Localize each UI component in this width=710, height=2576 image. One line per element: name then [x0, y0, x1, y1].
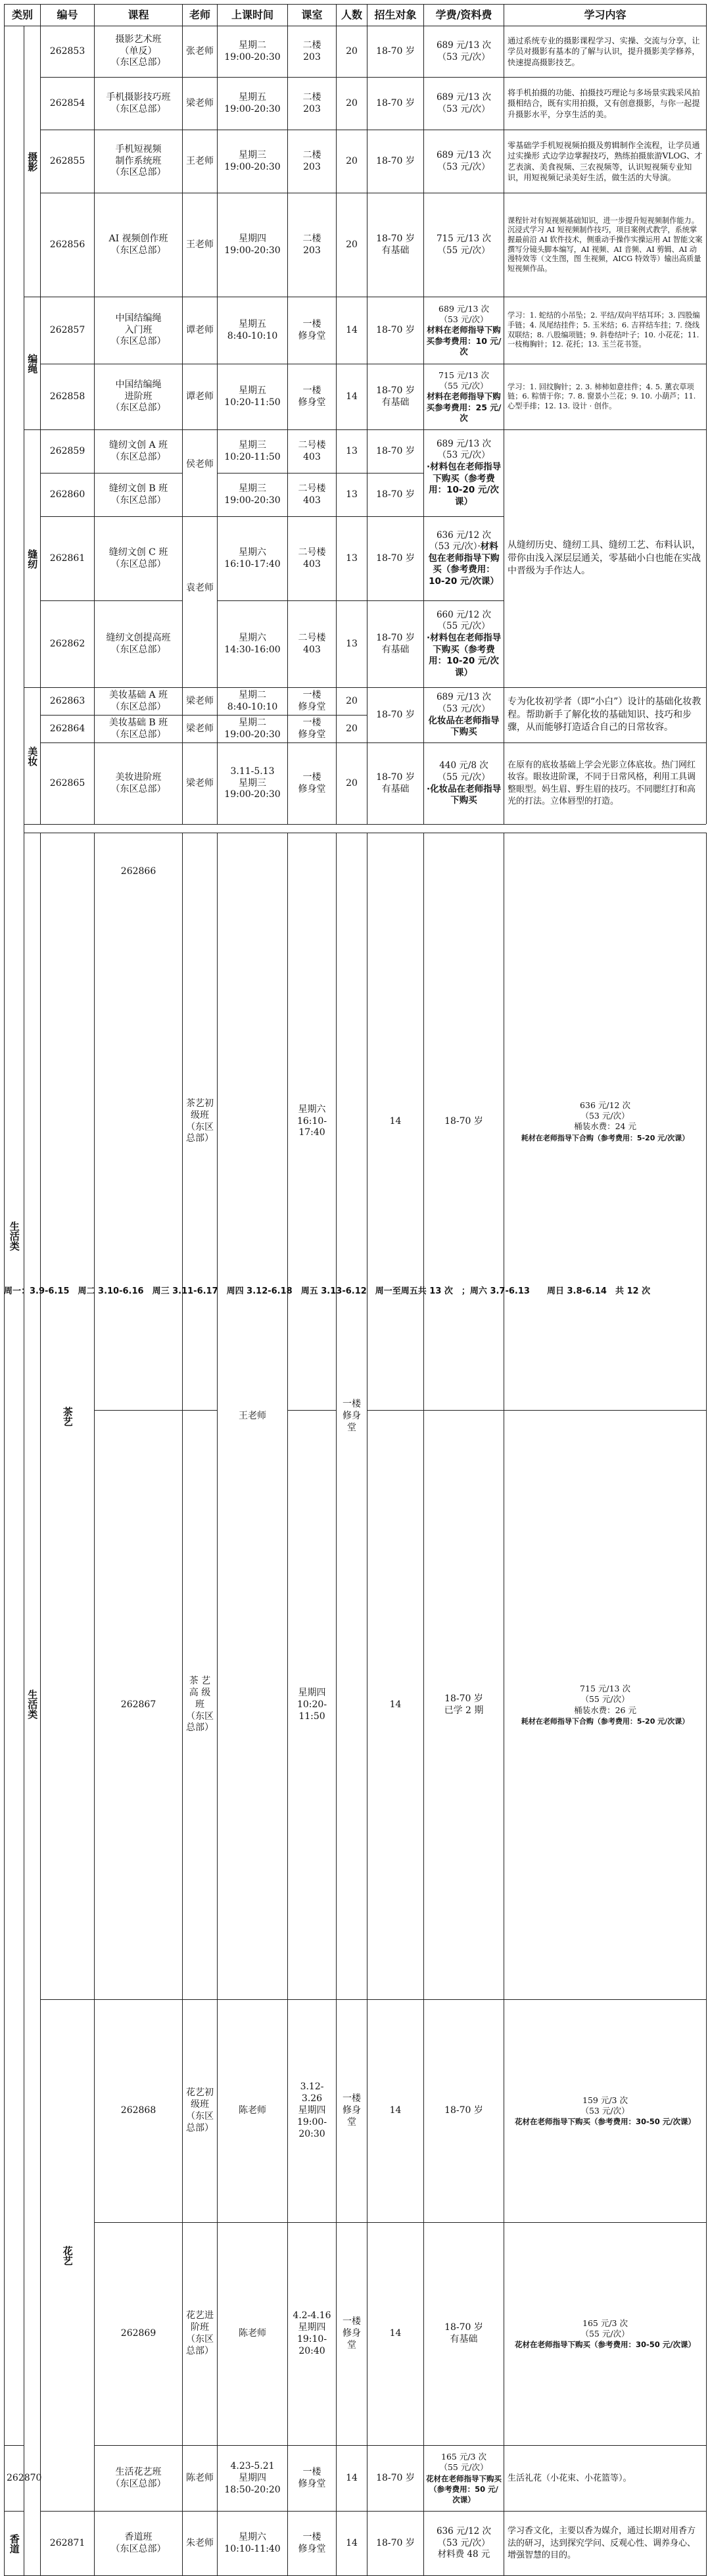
- classroom: 二楼 203: [288, 130, 337, 193]
- target: 18-70 岁: [367, 78, 424, 130]
- table-row: [5, 430, 707, 474]
- content: 生活礼花（小花束、小花篮等）。: [504, 2446, 707, 2512]
- subcategory-makeup: 美妆: [24, 688, 41, 825]
- classroom: 一楼 修身堂: [288, 2512, 337, 2576]
- class-time: 星期六 16:10-17:40: [218, 517, 288, 601]
- course-id: 262870: [5, 2446, 24, 2512]
- fee: 159 元/3 次 （53 元/次） 花材在老师指导下购买（参考费用：30-50 元/次课）: [504, 2000, 707, 2223]
- capacity: 14: [367, 2223, 424, 2446]
- capacity: 13: [337, 430, 367, 474]
- teacher: 陈老师: [218, 2000, 288, 2223]
- table-row: [5, 78, 707, 130]
- course-name: 花艺初级班 （东区总部）: [183, 2000, 218, 2223]
- capacity: 14: [337, 2446, 367, 2512]
- header-room: 课室: [288, 5, 337, 26]
- course-name: 美妆基础 A 班 （东区总部）: [95, 688, 183, 716]
- class-time: 星期四 19:00-20:30: [218, 193, 288, 297]
- course-name: 中国结编绳 进阶班 （东区总部）: [95, 364, 183, 430]
- course-id: 262868: [95, 2000, 183, 2223]
- course-id: 262862: [41, 601, 95, 688]
- target: 18-70 岁: [424, 2000, 504, 2223]
- course-id: 262865: [41, 743, 95, 825]
- course-name: 茶艺初级班 （东区总部）: [183, 833, 218, 1411]
- fee: 165 元/3 次 （55 元/次） 花材在老师指导下购买（参考费用：50 元/次课）: [424, 2446, 504, 2512]
- teacher: 王老师: [183, 130, 218, 193]
- subcategory-sew: 缝纫: [24, 430, 41, 688]
- content: 从缝纫历史、缝纫工具、缝纫工艺、布料认识，带你由浅入深层层通关，零基础小白也能在实战中晋级为手作达人。: [504, 430, 707, 688]
- class-time: 3.12-3.26 星期四 19:00-20:30: [288, 2000, 337, 2223]
- category-cell: 生活类: [5, 26, 24, 2446]
- content: 课程针对有短视频基础知识，进一步提升短视频制作能力。沉浸式学习 AI 短视频制作技巧，项目案例式教学，系统掌握最前沿 AI 软件技术，侧重动手操作实操运用 AI 智能文案撰写分镜头脚本编写，AI 视频、AI 音频、AI 剪辑、AI 动漫特效等（文生图，图 生视频，AICG 特效等）输出高质量短视频作品。: [504, 193, 707, 297]
- classroom: 二楼 203: [288, 26, 337, 78]
- table-row: [5, 2446, 707, 2512]
- header-teacher: 老师: [183, 5, 218, 26]
- fee: 636 元/12 次 （53 元/次）·材料包在老师指导下购买（参考费用：10-20 元/次课）: [424, 517, 504, 601]
- header-id: 编号: [41, 5, 95, 26]
- class-time: 星期六 10:10-11:40: [218, 2512, 288, 2576]
- course-name: 缝纫文创提高班 （东区总部）: [95, 601, 183, 688]
- capacity: 20: [337, 716, 367, 743]
- course-id: 262860: [41, 474, 95, 517]
- fee: 689 元/13 次 （53 元/次） 材料在老师指导下购买参考费用：10 元/次: [424, 297, 504, 364]
- target: 18-70 岁 有基础: [367, 364, 424, 430]
- target: 18-70 岁 有基础: [424, 2223, 504, 2446]
- course-id: 262856: [41, 193, 95, 297]
- table-row: [5, 743, 707, 825]
- content: 将手机拍摄的功能、拍摄技巧理论与多场景实践采风拍摄相结合，既有实用拍摄，又有创意摄影，与你一起提升摄影水平，分享生活的美。: [504, 78, 707, 130]
- table-row: [5, 193, 707, 297]
- course-name: 摄影艺术班 （单反） （东区总部）: [95, 26, 183, 78]
- capacity: 14: [337, 2512, 367, 2576]
- classroom: 二号楼 403: [288, 474, 337, 517]
- class-time: 星期四 10:20-11:50: [288, 1411, 337, 2000]
- course-name: 缝纫文创 C 班 （东区总部）: [95, 517, 183, 601]
- capacity: 20: [337, 78, 367, 130]
- class-time: 星期五 19:00-20:30: [218, 78, 288, 130]
- teacher: 梁老师: [183, 688, 218, 716]
- course-id: 262864: [41, 716, 95, 743]
- course-name: 手机短视频 制作系统班 （东区总部）: [95, 130, 183, 193]
- header-row: [5, 5, 707, 26]
- capacity: 14: [337, 297, 367, 364]
- course-id: 262854: [41, 78, 95, 130]
- class-time: 星期三 19:00-20:30: [218, 474, 288, 517]
- teacher: 谭老师: [183, 364, 218, 430]
- class-time: 星期二 8:40-10:10: [218, 688, 288, 716]
- section-gap: [5, 825, 707, 833]
- table-row: [5, 130, 707, 193]
- target: 18-70 岁 有基础: [367, 601, 424, 688]
- teacher: 陈老师: [218, 2223, 288, 2446]
- header-category: 类别: [5, 5, 41, 26]
- capacity: 14: [367, 833, 424, 1411]
- course-name: 缝纫文创 B 班 （东区总部）: [95, 474, 183, 517]
- target: 18-70 岁: [424, 833, 504, 1411]
- subcategory-knot: 编绳: [24, 297, 41, 430]
- header-course: 课程: [95, 5, 183, 26]
- course-name: 中国结编绳 入门班 （东区总部）: [95, 297, 183, 364]
- teacher: 王老师: [183, 193, 218, 297]
- target: 18-70 岁 有基础: [367, 743, 424, 825]
- content: 学习：1. 回纹胸针；2. 3. 柿柿如意挂件；4. 5. 薰衣草项链；6. 粽情于你；7. 8. 窗景小兰花；9. 10. 小葫芦；11. 心型手排；12. 13. 设计 · 创作。: [504, 364, 707, 430]
- classroom: 一楼 修身堂: [337, 2000, 367, 2223]
- fee: 715 元/13 次 （55 元/次） 材料在老师指导下购买参考费用：25 元/次: [424, 364, 504, 430]
- table-row: [5, 297, 707, 364]
- classroom: 二号楼 403: [288, 430, 337, 474]
- course-name: 缝纫文创 A 班 （东区总部）: [95, 430, 183, 474]
- capacity: 20: [337, 688, 367, 716]
- schedule-footer: 周一：3.9-6.15 周二 3.10-6.16 周三 3.11-6.17 周四 3.12-6.18 周五 3.13-6.12 周一至周五共 13 次 ；周六 3.7-6.13 周日 3.8-6.14 共 12 次: [4, 1286, 651, 1296]
- table-row: [5, 688, 707, 716]
- table-row: [5, 2512, 707, 2576]
- target: 18-70 岁 已学 2 期: [424, 1411, 504, 2000]
- fee: 636 元/12 次 （53 元/次） 材料费 48 元: [424, 2512, 504, 2576]
- classroom: 一楼 修身堂: [288, 716, 337, 743]
- course-id: 262871: [41, 2512, 95, 2576]
- capacity: 14: [337, 364, 367, 430]
- subcategory-photo: 摄影: [24, 26, 41, 297]
- course-name: AI 视频创作班 （东区总部）: [95, 193, 183, 297]
- target: 18-70 岁 有基础: [367, 193, 424, 297]
- course-id: 262867: [95, 1411, 183, 2000]
- header-target: 招生对象: [367, 5, 424, 26]
- course-id: 262858: [41, 364, 95, 430]
- capacity: 13: [337, 517, 367, 601]
- content: 通过系统专业的摄影课程学习、实操、交流与分享，让学员对摄影有基本的了解与认识，提升摄影美学修养，快速提高摄影技艺。: [504, 26, 707, 78]
- course-name: 茶 艺 高 级 班 （东区总部）: [183, 1411, 218, 2000]
- class-time: 星期五 10:20-11:50: [218, 364, 288, 430]
- teacher: 张老师: [183, 26, 218, 78]
- classroom: 一楼 修身堂: [288, 2446, 337, 2512]
- course-id: 262855: [41, 130, 95, 193]
- table-row: [5, 833, 707, 1411]
- content: 专为化妆初学者（即“小白”）设计的基础化妆教程。帮助新手了解化妆的基础知识、技巧和步骤，从而能够打造适合自己的日常妆容。: [504, 688, 707, 743]
- capacity: 13: [337, 474, 367, 517]
- course-id: 262853: [41, 26, 95, 78]
- class-time: 4.23-5.21 星期四 18:50-20:20: [218, 2446, 288, 2512]
- classroom: 一楼 修身堂: [288, 364, 337, 430]
- course-id: 262859: [41, 430, 95, 474]
- header-time: 上课时间: [218, 5, 288, 26]
- category-cell: 生活类: [24, 833, 41, 2576]
- teacher: 谭老师: [183, 297, 218, 364]
- fee: 440 元/8 次 （55 元/次） ·化妆品在老师指导下购买: [424, 743, 504, 825]
- content: 学习：1. 蛇结的小吊坠；2. 平结/双向平结耳环；3. 四股编手链；4. 凤尾结挂件；5. 玉米结；6. 吉祥结车挂；7. 绕线双联结；8. 八股编项链；9. 斜卷结叶子；10. 小花花；11. 一枝梅胸针；12. 花托；13. 玉兰花书签。: [504, 297, 707, 364]
- teacher: 侯老师: [183, 430, 218, 517]
- classroom: 一楼 修身堂: [288, 297, 337, 364]
- teacher: 梁老师: [183, 78, 218, 130]
- target: 18-70 岁: [367, 130, 424, 193]
- classroom: 二号楼 403: [288, 517, 337, 601]
- header-content: 学习内容: [504, 5, 707, 26]
- table-row: [5, 26, 707, 78]
- course-name: 美妆基础 B 班 （东区总部）: [95, 716, 183, 743]
- course-id: 262861: [41, 517, 95, 601]
- target: 18-70 岁: [367, 2446, 424, 2512]
- header-fee: 学费/资料费: [424, 5, 504, 26]
- class-time: 星期三 19:00-20:30: [218, 130, 288, 193]
- subcategory-flower: 花艺: [41, 2000, 95, 2512]
- target: 18-70 岁: [367, 474, 424, 517]
- course-id: 262857: [41, 297, 95, 364]
- teacher: 袁老师: [183, 517, 218, 688]
- target: 18-70 岁: [367, 2512, 424, 2576]
- target: 18-70 岁: [367, 297, 424, 364]
- table-row: [5, 2000, 707, 2223]
- teacher: 王老师: [218, 833, 288, 2000]
- header-count: 人数: [337, 5, 367, 26]
- fee: 660 元/12 次 （55 元/次） ·材料包在老师指导下购买（参考费用：10-20 元/次课）: [424, 601, 504, 688]
- capacity: 20: [337, 26, 367, 78]
- fee: 165 元/3 次 （55 元/次） 花材在老师指导下购买（参考费用：30-50 元/次课）: [504, 2223, 707, 2446]
- course-name: 美妆进阶班 （东区总部）: [95, 743, 183, 825]
- target: 18-70 岁: [367, 26, 424, 78]
- table-row: [5, 364, 707, 430]
- class-time: 3.11-5.13 星期三 19:00-20:30: [218, 743, 288, 825]
- classroom: 二楼 203: [288, 193, 337, 297]
- table-row: [5, 2223, 707, 2446]
- content: 学习香文化，主要以香为媒介，通过长期对用香方法的研习，达到探究学问、反观心性、调养身心、增强智慧的目的。: [504, 2512, 707, 2576]
- class-time: 星期六 16:10-17:40: [288, 833, 337, 1411]
- course-name: 生活花艺班 （东区总部）: [95, 2446, 183, 2512]
- teacher: 梁老师: [183, 743, 218, 825]
- teacher: 陈老师: [183, 2446, 218, 2512]
- capacity: 14: [367, 1411, 424, 2000]
- capacity: 13: [337, 601, 367, 688]
- fee: 689 元/13 次 （53 元/次）: [424, 78, 504, 130]
- class-time: 星期六 14:30-16:00: [218, 601, 288, 688]
- content: 在原有的底妆基础上学会光影立体底妆。热门网红妆容。眼妆进阶课，不同于日常风格，利用工具调整眼型。妈生眉、野生眉的技巧。不同腮红打和高光的打法。立体唇型的打造。: [504, 743, 707, 825]
- course-id: 262866: [95, 833, 183, 1411]
- classroom: 二号楼 403: [288, 601, 337, 688]
- class-time: 星期五 8:40-10:10: [218, 297, 288, 364]
- course-name: 香道班 （东区总部）: [95, 2512, 183, 2576]
- course-id: 262869: [95, 2223, 183, 2446]
- teacher: 朱老师: [183, 2512, 218, 2576]
- subcategory-tea: 茶艺: [41, 833, 95, 2000]
- fee: 689 元/13 次 （53 元/次）: [424, 26, 504, 78]
- target: 18-70 岁: [367, 517, 424, 601]
- classroom: 一楼 修身堂: [288, 688, 337, 716]
- target: 18-70 岁: [367, 688, 424, 743]
- subcategory-incense: 香道: [5, 2512, 24, 2576]
- capacity: 20: [337, 193, 367, 297]
- teacher: 梁老师: [183, 716, 218, 743]
- fee: 636 元/12 次 （53 元/次） 桶装水费：24 元 耗材在老师指导下合购（参考费用：5-20 元/次课）: [504, 833, 707, 1411]
- capacity: 20: [337, 130, 367, 193]
- class-time: 星期二 19:00-20:30: [218, 26, 288, 78]
- classroom: 一楼 修身堂: [288, 743, 337, 825]
- fee: 689 元/13 次 （53 元/次）: [424, 130, 504, 193]
- fee: 689 元/13 次 （53 元/次） 化妆品在老师指导下购买: [424, 688, 504, 743]
- course-name: 手机摄影技巧班 （东区总部）: [95, 78, 183, 130]
- fee: 689 元/13 次 （53 元/次） ·材料包在老师指导下购买（参考费用：10-20 元/次课）: [424, 430, 504, 517]
- class-time: 4.2-4.16 星期四 19:10-20:40: [288, 2223, 337, 2446]
- course-name: 花艺进阶班 （东区总部）: [183, 2223, 218, 2446]
- course-id: 262863: [41, 688, 95, 716]
- classroom: 二楼 203: [288, 78, 337, 130]
- classroom: 一楼 修身堂: [337, 833, 367, 2000]
- capacity: 14: [367, 2000, 424, 2223]
- fee: 715 元/13 次 （55 元/次）: [424, 193, 504, 297]
- content: 零基础学手机短视频拍摄及剪辑制作全流程，让学员通过实操形 式边学边掌握技巧，熟练拍摄旅游VLOG、才艺表演、美食视频、三农视频等，认识短视频专业知识，用短视频记录美好生活，做生活的大导演。: [504, 130, 707, 193]
- classroom: 一楼 修身堂: [337, 2223, 367, 2446]
- class-time: 星期三 10:20-11:50: [218, 430, 288, 474]
- class-time: 星期二 19:00-20:30: [218, 716, 288, 743]
- fee: 715 元/13 次 （55 元/次） 桶装水费：26 元 耗材在老师指导下合购（参考费用：5-20 元/次课）: [504, 1411, 707, 2000]
- capacity: 20: [337, 743, 367, 825]
- target: 18-70 岁: [367, 430, 424, 474]
